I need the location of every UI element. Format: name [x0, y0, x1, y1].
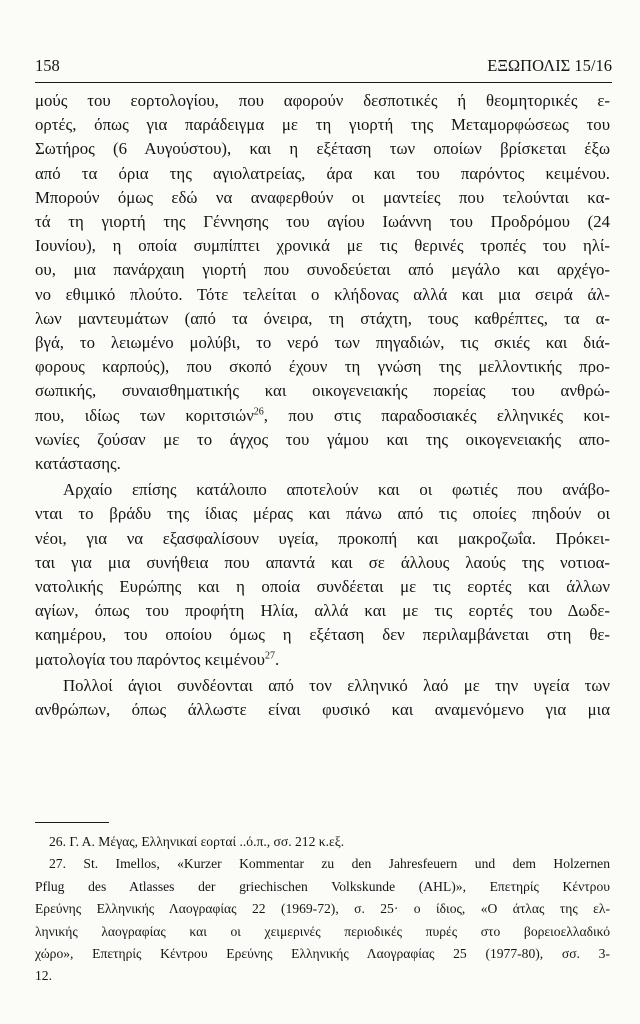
text-line — [35, 404, 610, 428]
text-line: νατολικής Ευρώπης και η οποία συνδέεται με τις εορτές και άλλων — [35, 577, 610, 597]
text-line: Μπορούν όμως εδώ να αναφερθούν οι μαντείες που τελούνται κα- — [35, 187, 610, 207]
text-line: κατάστασης. — [35, 454, 121, 474]
footnote-ref-26: 26 — [253, 406, 264, 418]
paragraph-3 — [35, 674, 610, 722]
main-text — [35, 89, 610, 722]
paragraph-2 — [35, 478, 610, 672]
text-line: νωνίες ζούσαν με το άγχος του γάμου και της οικογενειακής απο- — [35, 429, 610, 449]
text-line: μούς του εορτολογίου, που αφορούν δεσποτικές ή θεομητορικές ε- — [35, 91, 610, 110]
page-header — [35, 56, 612, 76]
text-line: λων μαντευμάτων (από τα όνειρα, τη στάχτη, τους καθρέπτες, τα α- — [35, 308, 610, 328]
running-title: ΕΞΩΠΟΛΙΣ 15/16 — [487, 56, 612, 75]
footnote-ref-27: 27 — [264, 650, 275, 662]
text-line: ορτές, όπως για παράδειγμα με τη γιορτή της Μεταμορφώσεως του — [35, 115, 610, 135]
header-rule — [35, 82, 612, 83]
text-fragment: ματολογία του παρόντος κειμένου — [35, 649, 265, 669]
footnote-27-line: ληνικής λαογραφίας και οι χειμερινές περιοδικές πυρές στο βορειοελλαδικό — [35, 923, 610, 939]
text-line: Σωτήρος (6 Αυγούστου), και η εξέταση των οποίων βρίσκεται έξω — [35, 139, 610, 159]
text-line: νο εθιμικό πλούτο. Τότε τελείται ο κλήδονας αλλά και μια σειρά άλ- — [35, 284, 610, 304]
footnote-26: 26. Γ. Α. Μέγας, Ελληνικαί εορταί ..ό.π., σσ. 212 κ.εξ. — [49, 834, 345, 849]
text-line: νται το βράδυ της ίδιας μέρας και πάνω από τις οποίες πηδούν οι — [35, 504, 610, 524]
footnotes — [35, 831, 610, 988]
text-line: Αρχαίο επίσης κατάλοιπο αποτελούν και οι φωτιές που ανάβο- — [63, 480, 610, 500]
footnote-27-line: Pflug des Atlasses der griechischen Volkskunde (AHL)», Επετηρίς Κέντρου — [35, 878, 610, 894]
text-fragment: , που στις παραδοσιακές ελληνικές κοι- — [263, 405, 610, 425]
text-line: ματολογία του παρόντος κειμένου$^{27}$. — [35, 649, 280, 669]
text-line: Ιουνίου), η οποία συμπίπτει χρονικά με τις θερινές τροπές του ηλί- — [35, 236, 610, 256]
text-fragment: που, ιδίως των κοριτσιών — [35, 405, 254, 425]
text-line: αγίων, όπως του προφήτη Ηλία, αλλά και με τις εορτές του Δωδε- — [35, 601, 610, 621]
footnote-27-line: χώρο», Επετηρίς Κέντρου Ερεύνης Ελληνικής Λαογραφίας 25 (1977-80), σσ. 3- — [35, 946, 610, 962]
text-line: σωπικής, συναισθηματικής και οικογενειακής πορείας του ανθρώ- — [35, 381, 610, 401]
footnote-rule — [35, 822, 109, 823]
text-line: νέοι, για να εξασφαλίσουν υγεία, προκοπή και μακροζωΐα. Πρόκει- — [35, 528, 610, 548]
text-line: ανθρώπων, όπως άλλωστε είναι φυσικό και αναμενόμενο για μια — [35, 700, 610, 720]
footnote-27-line: 27. St. Imellos, «Kurzer Kommentar zu den Jahresfeuern und dem Holzernen — [49, 856, 610, 872]
footnote-27-line: 12. — [35, 968, 52, 984]
text-line: τά τη γιορτή της Γέννησης του αγίου Ιωάννη του Προδρόμου (24 — [35, 212, 610, 232]
page-number: 158 — [35, 56, 60, 75]
text-line: ται για μια συνήθεια που απαντά και σε άλλους λαούς της νοτιοα- — [35, 552, 610, 572]
text-line: φορους καρπούς), που σκοπό έχουν τη γνώση της μελλοντικής προ- — [35, 357, 610, 377]
footnote-27-line: Ερεύνης Ελληνικής Λαογραφίας 22 (1969-72), σ. 25· ο ίδιος, «Ο άτλας της ελ- — [35, 901, 610, 917]
text-line: ου, μια πανάρχαιη γιορτή που συνοδεύεται από μεγάλο και αρχέγο- — [35, 260, 610, 280]
text-line: βγά, το λειωμένο μολύβι, το νερό των πηγαδιών, τις σκιές και διά- — [35, 333, 610, 353]
text-line: καημέρου, του οποίου όμως η εξέταση δεν περιλαμβάνεται στη θε- — [35, 625, 610, 645]
paragraph-1 — [35, 89, 610, 476]
text-line: από τα όρια της αγιολατρείας, άρα και του παρόντος κειμένου. — [35, 163, 610, 183]
text-line: Πολλοί άγιοι συνδέονται από τον ελληνικό λαό με την υγεία των — [63, 675, 610, 695]
